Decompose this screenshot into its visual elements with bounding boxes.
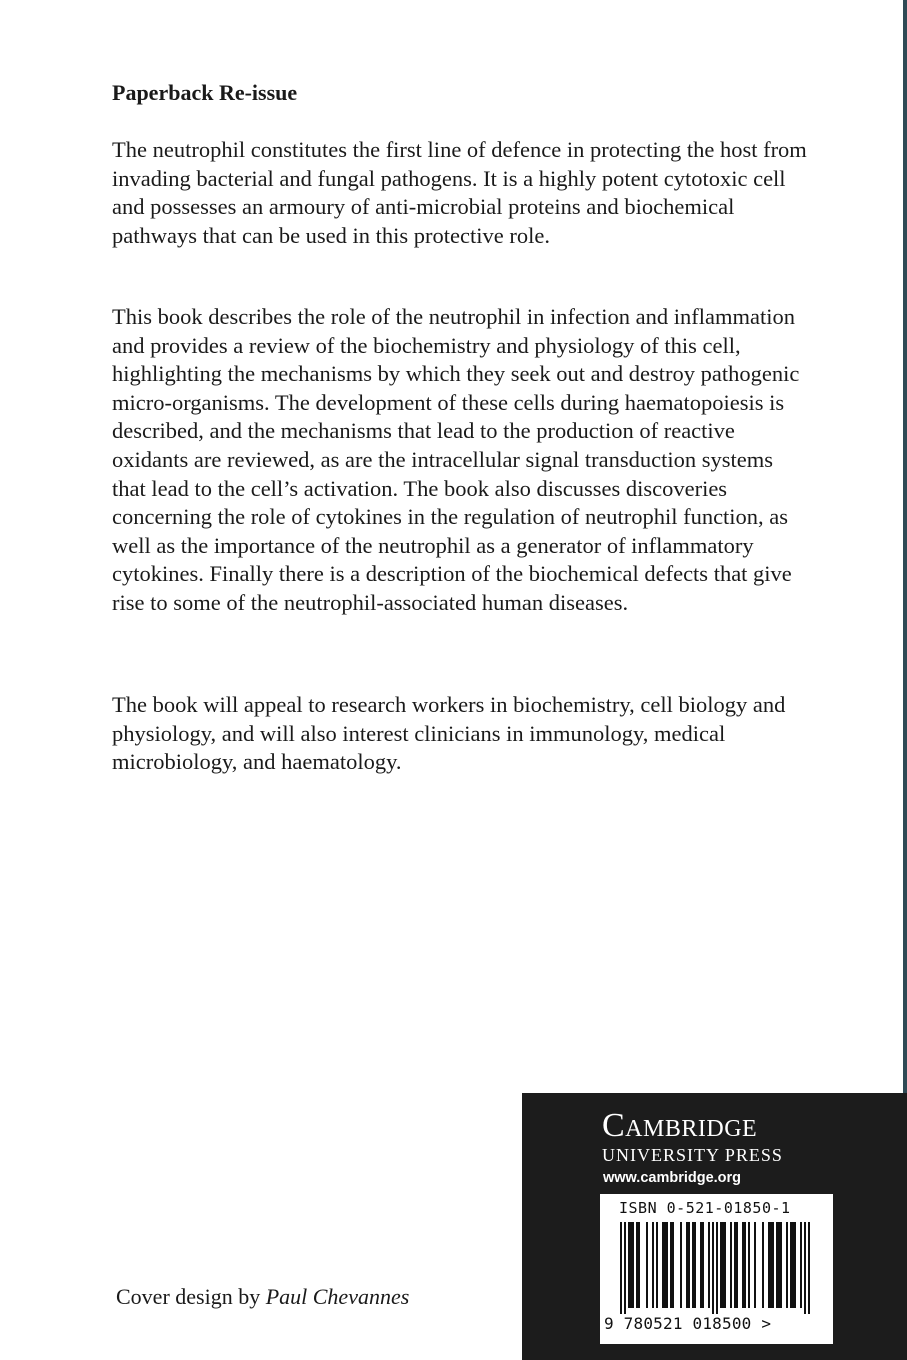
barcode-bar xyxy=(742,1222,744,1308)
barcode-bar xyxy=(628,1222,630,1308)
barcode-bar xyxy=(808,1222,810,1314)
publisher-subtitle: UNIVERSITY PRESS xyxy=(602,1145,783,1165)
barcode-bar xyxy=(720,1222,722,1308)
barcode-bar xyxy=(632,1222,634,1308)
publisher-url: www.cambridge.org xyxy=(603,1170,742,1186)
barcode-bar xyxy=(708,1222,710,1308)
barcode-bar xyxy=(686,1222,688,1308)
barcode-bar xyxy=(780,1222,782,1308)
barcode-bar xyxy=(794,1222,796,1308)
barcode-bar xyxy=(770,1222,772,1308)
barcode-bar xyxy=(776,1222,778,1308)
barcode-bar xyxy=(748,1222,750,1308)
barcode-bar xyxy=(804,1222,806,1314)
barcode-bar xyxy=(786,1222,788,1308)
barcode-bar xyxy=(680,1222,682,1308)
barcode-bar xyxy=(800,1222,802,1308)
barcode-bar xyxy=(624,1222,626,1314)
cover-edge-line xyxy=(903,0,907,1093)
barcode-bar xyxy=(778,1222,780,1308)
description-paragraph-2: This book describes the role of the neutrophil in infection and inflammation and provides a review of the biochemistry and physiology of this cell, highlighting the mechanisms by which they seek out and destroy pathogenic micro-organisms. The development of these cells during haematopoiesis is described, and the mechanisms that lead to the production of reactive oxidants are reviewed, as are the intracellular signal transduction systems that lead to the cell’s activation. The book also discusses discoveries concerning the role of cytokines in the regulation of neutrophil function, as well as the importance of the neutrophil as a generator of inflammatory cytokines. Finally there is a description of the biochemical defects that give rise to some of the neutrophil-associated human diseases. xyxy=(112,304,800,615)
isbn-number: ISBN 0-521-01850-1 xyxy=(619,1199,791,1217)
barcode-bar xyxy=(790,1222,792,1308)
barcode-bar xyxy=(620,1222,622,1314)
barcode-bar xyxy=(792,1222,794,1308)
barcode-bar xyxy=(672,1222,674,1308)
barcode-panel xyxy=(600,1194,833,1344)
reissue-heading: Paperback Re-issue xyxy=(112,80,298,105)
barcode-bar xyxy=(736,1222,738,1308)
barcode-bar xyxy=(652,1222,654,1308)
barcode-bar xyxy=(656,1222,658,1308)
barcode-bar xyxy=(636,1222,638,1308)
barcode-bar xyxy=(662,1222,664,1308)
publisher-panel xyxy=(522,1093,907,1360)
barcode-bar xyxy=(744,1222,746,1308)
designer-name: Paul Chevannes xyxy=(265,1284,410,1309)
barcode-bar xyxy=(734,1222,736,1308)
barcode-bar xyxy=(688,1222,690,1308)
description-paragraph-3: The book will appeal to research workers in biochemistry, cell biology and physiology, and will also interest clinicians in immunology, medical microbiology, and haematology. xyxy=(112,692,786,775)
barcode-bar xyxy=(630,1222,632,1308)
barcode-graphic xyxy=(606,1222,827,1316)
barcode-bar xyxy=(670,1222,672,1308)
barcode-bar xyxy=(692,1222,694,1308)
barcode-bar xyxy=(694,1222,696,1308)
ean-digits: 9 780521 018500 > xyxy=(604,1314,772,1333)
barcode-bar xyxy=(712,1222,714,1314)
barcode-bar xyxy=(724,1222,726,1308)
barcode-bar xyxy=(762,1222,764,1308)
description-paragraph-1: The neutrophil constitutes the first line of defence in protecting the host from invading bacterial and fungal pathogens. It is a highly potent cytotoxic cell and possesses an armoury of anti-microbial proteins and biochemical pathways that can be used in this protective role. xyxy=(112,137,807,248)
publisher-name: Cambridge xyxy=(602,1107,758,1144)
barcode-bar xyxy=(700,1222,702,1308)
barcode-bar xyxy=(646,1222,648,1308)
barcode-bar xyxy=(716,1222,718,1314)
barcode-bar xyxy=(722,1222,724,1308)
barcode-bar xyxy=(754,1222,756,1308)
barcode-bar xyxy=(666,1222,668,1308)
barcode-bar xyxy=(664,1222,666,1308)
barcode-bar xyxy=(730,1222,732,1308)
cover-design-credit xyxy=(116,1284,409,1310)
barcode-bar xyxy=(768,1222,770,1308)
barcode-bar xyxy=(638,1222,640,1308)
barcode-bar xyxy=(702,1222,704,1308)
barcode-bar xyxy=(772,1222,774,1308)
credit-prefix: Cover design by xyxy=(116,1284,261,1309)
